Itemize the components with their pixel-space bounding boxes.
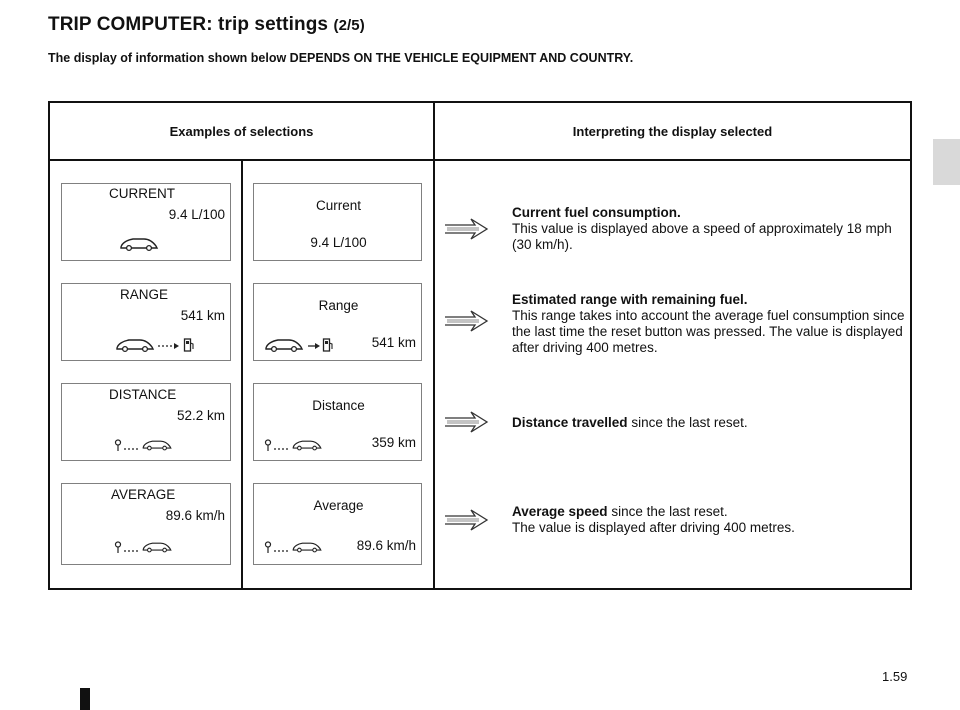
display-example-distance-small (253, 383, 422, 461)
explanation-current (512, 205, 912, 253)
dotted-line-icon (273, 549, 291, 553)
print-edge-mark (80, 688, 90, 710)
display-example-current-small (253, 183, 422, 261)
explanation-text: This value is displayed above a speed of approximately 18 mph (30 km/h). (512, 221, 892, 252)
fuel-pump-icon (183, 337, 195, 353)
explanation-text: This range takes into account the average fuel consumption since the last time the reset button was pressed. The value is displayed after driving 400 metres. (512, 308, 905, 355)
explanation-title: Distance travelled (512, 415, 628, 430)
subcolumn-divider (241, 160, 243, 588)
pin-icon (114, 439, 122, 452)
arrow-icon (443, 309, 489, 333)
column-header-interpretation: Interpreting the display selected (572, 124, 773, 139)
car-icon (141, 437, 173, 453)
arrow-small-icon (307, 342, 321, 350)
explanation-text-2: The value is displayed after driving 400 metres. (512, 520, 795, 535)
display-label: Average (313, 498, 364, 513)
display-value: 89.6 km/h (356, 538, 416, 553)
explanation-title: Current fuel consumption. (512, 205, 681, 220)
display-label: AVERAGE (111, 487, 176, 502)
display-label: DISTANCE (109, 387, 177, 402)
section-tab-marker (933, 139, 960, 185)
pin-icon (114, 541, 122, 554)
car-icon (291, 437, 323, 453)
display-label: Range (318, 298, 359, 313)
arrow-icon (443, 508, 489, 532)
car-icon (263, 337, 305, 353)
display-value: 89.6 km/h (165, 508, 225, 523)
car-icon (118, 236, 160, 252)
display-label: CURRENT (109, 186, 175, 201)
explanation-title: Average speed (512, 504, 608, 519)
arrow-icon (443, 217, 489, 241)
display-example-distance-large (61, 383, 231, 461)
display-value: 541 km (371, 335, 416, 350)
page-title-suffix: (2/5) (333, 17, 365, 34)
display-value: 9.4 L/100 (310, 235, 367, 250)
display-value: 541 km (180, 308, 225, 323)
explanation-text: since the last reset. (607, 504, 728, 519)
dotted-line-icon (123, 447, 141, 451)
pin-icon (264, 439, 272, 452)
trip-settings-table (48, 101, 912, 590)
page-number: 1.59 (882, 669, 908, 684)
display-example-average-large (61, 483, 231, 565)
display-label: Current (315, 198, 361, 213)
explanation-range (512, 292, 912, 356)
display-value: 9.4 L/100 (168, 207, 225, 222)
column-header-selections: Examples of selections (169, 124, 314, 139)
explanation-distance (512, 415, 912, 431)
page-title (48, 14, 365, 36)
column-divider (433, 103, 435, 588)
explanation-title: Estimated range with remaining fuel. (512, 292, 748, 307)
car-icon (114, 337, 156, 353)
display-example-current-large (61, 183, 231, 261)
display-label: RANGE (120, 287, 169, 302)
page-title-text: TRIP COMPUTER: trip settings (48, 14, 329, 35)
pin-icon (264, 541, 272, 554)
car-icon (141, 539, 173, 555)
display-label: Distance (312, 398, 365, 413)
dotted-arrow-icon (157, 342, 181, 350)
display-value: 52.2 km (176, 408, 225, 423)
dotted-line-icon (273, 447, 291, 451)
fuel-pump-icon (322, 337, 334, 353)
arrow-icon (443, 410, 489, 434)
display-example-range-small (253, 283, 422, 361)
display-example-range-large (61, 283, 231, 361)
display-value: 359 km (371, 435, 416, 450)
explanation-text: since the last reset. (627, 415, 748, 430)
dotted-line-icon (123, 549, 141, 553)
car-icon (291, 539, 323, 555)
equipment-notice: The display of information shown below DEPENDS ON THE VEHICLE EQUIPMENT AND COUNTRY. (48, 51, 634, 65)
display-example-average-small (253, 483, 422, 565)
explanation-average (512, 504, 912, 536)
